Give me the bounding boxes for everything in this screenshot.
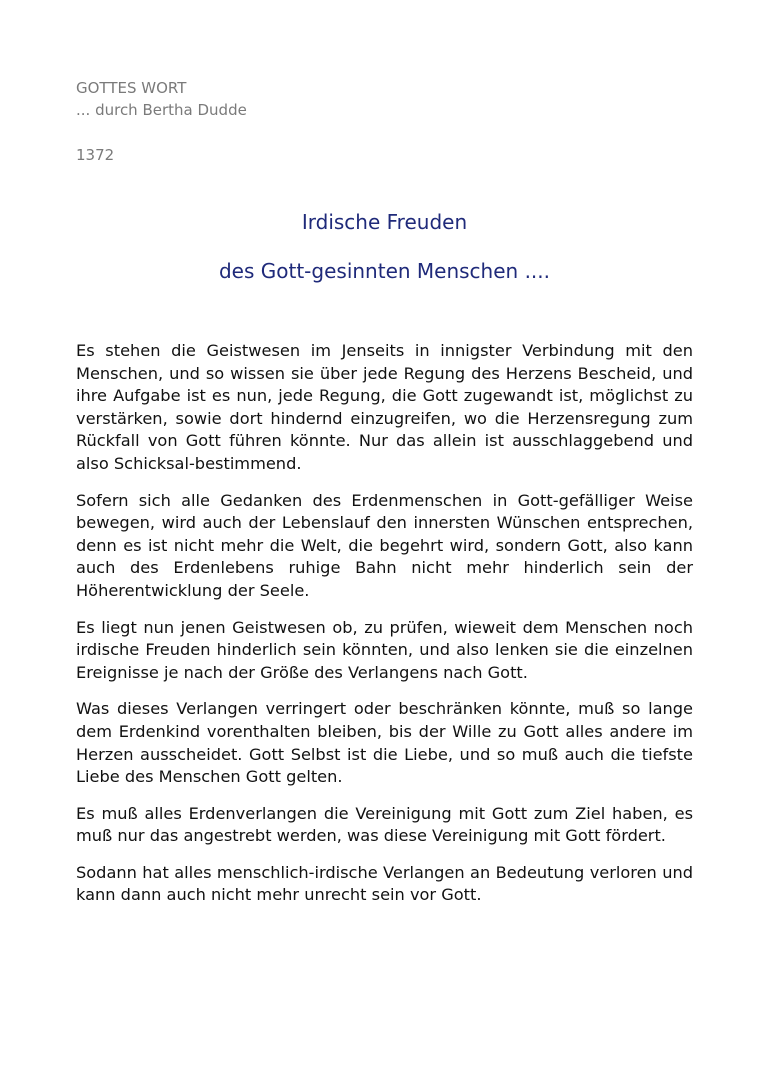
paragraph-1: Es stehen die Geistwesen im Jenseits in innigster Verbindung mit den Menschen, und so wissen sie über jede Regung des Herzens Bescheid, und ihre Aufgabe ist es nun, jede Regung, die Gott zugewandt ist, möglichst zu verstärken, sowie dort hindernd einzugreifen, wo die Herzensregung zum Rückfall von Gott führen könnte. Nur das allein ist ausschlaggebend und also Schicksal-bestimmend. — [76, 341, 693, 473]
paragraph-4: Was dieses Verlangen verringert oder beschränken könnte, muß so lange dem Erdenkind vorenthalten bleiben, bis der Wille zu Gott alles andere im Herzen ausscheidet. Gott Selbst ist die Liebe, und so muß auch die tiefste Liebe des Menschen Gott gelten. — [76, 699, 693, 787]
document-title: Irdische Freuden — [301, 210, 468, 234]
paragraph-5: Es muß alles Erdenverlangen die Vereinigung mit Gott zum Ziel haben, es muß nur das angestrebt werden, was diese Vereinigung mit Gott fördert. — [76, 803, 693, 846]
document-subtitle: des Gott-gesinnten Menschen .... — [218, 259, 550, 283]
message-number: 1372 — [76, 146, 115, 164]
document-body — [76, 340, 693, 921]
paragraph-6: Sodann hat alles menschlich-irdische Verlangen an Bedeutung verloren und kann dann auch nicht mehr unrecht sein vor Gott. — [76, 862, 693, 905]
series-title: GOTTES WORT — [76, 79, 187, 97]
paragraph-3: Es liegt nun jenen Geistwesen ob, zu prüfen, wieweit dem Menschen noch irdische Freuden hinderlich sein könnten, und also lenken sie die einzelnen Ereignisse je nach der Größe des Verlangens nach Gott. — [76, 617, 693, 682]
paragraph-2: Sofern sich alle Gedanken des Erdenmenschen in Gott-gefälliger Weise bewegen, wird auch der Lebenslauf den innersten Wünschen entsprechen, denn es ist nicht mehr die Welt, die begehrt wird, sondern Gott, also kann auch des Erdenlebens ruhige Bahn nicht mehr hinderlich sein der Höherentwicklung der Seele. — [76, 490, 693, 600]
author-line: ... durch Bertha Dudde — [76, 101, 247, 119]
